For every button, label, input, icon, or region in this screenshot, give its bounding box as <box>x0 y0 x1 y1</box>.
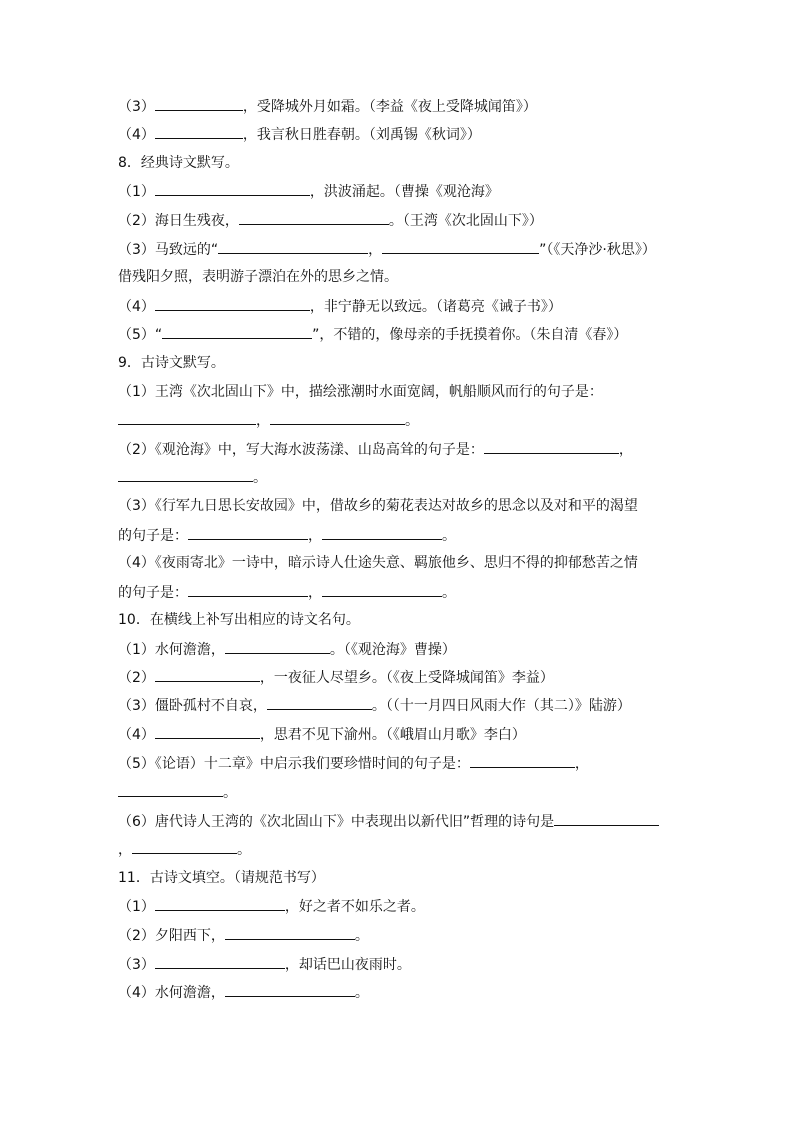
line-text: （1） <box>118 899 155 915</box>
line-text: （6）唐代诗人王湾的《次北固山下》中表现出以新代旧”哲理的诗句是 <box>118 814 555 830</box>
line-text: （4） <box>118 299 155 315</box>
line-text: （3） <box>118 99 155 115</box>
line-text: （3）《行军九日思长安故园》中，借故乡的菊花表达对故乡的思念以及对和平的渴望 <box>118 498 638 514</box>
line-text: ，却话巴山夜雨时。 <box>284 957 411 973</box>
worksheet-line <box>118 266 398 288</box>
answer-blank[interactable] <box>322 581 442 597</box>
answer-blank[interactable] <box>188 524 308 540</box>
worksheet-line <box>118 323 627 345</box>
line-text: ， <box>308 585 322 601</box>
line-text: （5）《论语）十二章》中启示我们要珍惜时间的句子是： <box>118 756 470 772</box>
line-text: 。（王湾《次北固山下》） <box>388 213 543 229</box>
line-text: （3）僵卧孤村不自哀， <box>118 698 267 714</box>
line-text: 。 <box>354 928 369 944</box>
worksheet-line <box>118 123 481 145</box>
answer-blank[interactable] <box>225 981 355 997</box>
worksheet-line <box>118 495 638 517</box>
line-text: ， <box>368 242 383 258</box>
line-text: ，我言秋日胜春朝。（刘禹锡《秋词》） <box>242 127 481 143</box>
worksheet-line <box>118 953 411 975</box>
line-text: ，好之者不如乐之者。 <box>284 899 425 915</box>
worksheet-line <box>118 438 633 460</box>
answer-blank[interactable] <box>155 666 260 682</box>
line-text: 。 <box>253 470 267 486</box>
line-text: ，一夜征人尽望乡。（《夜上受降城闻笛》李益） <box>259 670 554 686</box>
worksheet-line <box>118 752 589 774</box>
answer-blank[interactable] <box>132 838 237 854</box>
worksheet-line <box>118 238 656 260</box>
line-text: 的句子是： <box>118 585 188 601</box>
line-text: 的句子是： <box>118 528 188 544</box>
answer-blank[interactable] <box>382 238 539 254</box>
line-text: （1） <box>118 184 155 200</box>
worksheet-line <box>118 381 603 403</box>
worksheet-line <box>118 609 360 631</box>
answer-blank[interactable] <box>155 180 310 196</box>
worksheet-line <box>118 867 325 889</box>
line-text: （2）《观沧海》中，写大海水波荡漾、山岛高耸的句子是： <box>118 442 484 458</box>
line-text: ”，不错的，像母亲的手抚摸着你。（朱自清《春》） <box>312 327 628 343</box>
line-text: ， <box>256 413 270 429</box>
line-text: 借残阳夕照，表明游子漂泊在外的思乡之情。 <box>118 269 398 285</box>
answer-blank[interactable] <box>118 466 253 482</box>
answer-blank[interactable] <box>239 209 389 225</box>
line-text: 。 <box>223 785 237 801</box>
worksheet-line <box>118 466 267 488</box>
worksheet-line <box>118 981 369 1003</box>
answer-blank[interactable] <box>218 238 368 254</box>
line-text: ， <box>118 842 132 858</box>
line-text: 。（《观沧海》曹操） <box>329 642 456 658</box>
worksheet-line <box>118 781 237 803</box>
worksheet-line <box>118 524 456 546</box>
line-text: （4）《夜雨寄北》一诗中，暗示诗人仕途失意、羁旅他乡、思归不得的抑郁愁苦之情 <box>118 555 638 571</box>
answer-blank[interactable] <box>225 924 355 940</box>
worksheet-line <box>118 581 456 603</box>
line-text: ， <box>618 442 633 458</box>
worksheet-line <box>118 95 537 117</box>
line-text: ， <box>574 756 589 772</box>
worksheet-line <box>118 723 526 745</box>
line-text: 。 <box>354 985 369 1001</box>
answer-blank[interactable] <box>118 409 256 425</box>
line-text: 11．古诗文填空。（请规范书写） <box>118 870 325 886</box>
line-text: （1）水何澹澹， <box>118 642 225 658</box>
line-text: ”（《天净沙·秋思》） <box>539 242 656 258</box>
worksheet-line <box>118 180 499 202</box>
answer-blank[interactable] <box>270 409 405 425</box>
worksheet-line <box>118 552 638 574</box>
line-text: 10．在横线上补写出相应的诗文名句。 <box>118 612 360 628</box>
answer-blank[interactable] <box>155 953 285 969</box>
line-text: 。（（十一月四日风雨大作（其二）》陆游） <box>371 698 631 714</box>
worksheet-line <box>118 895 425 917</box>
answer-blank[interactable] <box>155 95 243 111</box>
line-text: ，受降城外月如霜。（李益《夜上受降城闻笛》） <box>242 99 537 115</box>
answer-blank[interactable] <box>484 438 619 454</box>
worksheet-line <box>118 295 562 317</box>
line-text: ，非宁静无以致远。（诸葛亮《诫子书》） <box>309 299 562 315</box>
answer-blank[interactable] <box>155 723 260 739</box>
worksheet-line <box>118 152 239 174</box>
worksheet-line <box>118 638 456 660</box>
line-text: （4） <box>118 127 155 143</box>
worksheet-line <box>118 209 543 231</box>
worksheet-line <box>118 409 419 431</box>
answer-blank[interactable] <box>155 123 243 139</box>
line-text: （3） <box>118 957 155 973</box>
line-text: （2）海日生残夜， <box>118 213 239 229</box>
answer-blank[interactable] <box>470 752 575 768</box>
worksheet-line <box>118 810 659 832</box>
line-text: （4）水何澹澹， <box>118 985 225 1001</box>
line-text: 8．经典诗文默写。 <box>118 155 239 171</box>
line-text: （4） <box>118 727 155 743</box>
worksheet-line <box>118 694 631 716</box>
worksheet-line <box>118 352 225 374</box>
line-text: ， <box>308 528 322 544</box>
line-text: ，思君不见下渝州。（《峨眉山月歌》李白） <box>259 727 526 743</box>
line-text: （5）“ <box>118 327 163 343</box>
answer-blank[interactable] <box>267 694 372 710</box>
line-text: （2） <box>118 670 155 686</box>
worksheet-line <box>118 838 251 860</box>
line-text: 。 <box>237 842 251 858</box>
line-text: 9．古诗文默写。 <box>118 355 225 371</box>
answer-blank[interactable] <box>155 295 310 311</box>
line-text: 。 <box>405 413 419 429</box>
line-text: （2）夕阳西下， <box>118 928 225 944</box>
worksheet-line <box>118 924 369 946</box>
answer-blank[interactable] <box>322 524 442 540</box>
answer-blank[interactable] <box>225 638 330 654</box>
line-text: ，洪波涌起。（曹操《观沧海》 <box>309 184 499 200</box>
answer-blank[interactable] <box>162 323 312 339</box>
line-text: （1）王湾《次北固山下》中，描绘涨潮时水面宽阔，帆船顺风而行的句子是： <box>118 384 603 400</box>
answer-blank[interactable] <box>118 781 223 797</box>
answer-blank[interactable] <box>554 810 659 826</box>
line-text: 。 <box>442 528 456 544</box>
line-text: （3）马致远的“ <box>118 242 219 258</box>
answer-blank[interactable] <box>155 895 285 911</box>
answer-blank[interactable] <box>188 581 308 597</box>
line-text: 。 <box>442 585 456 601</box>
worksheet-line <box>118 666 554 688</box>
